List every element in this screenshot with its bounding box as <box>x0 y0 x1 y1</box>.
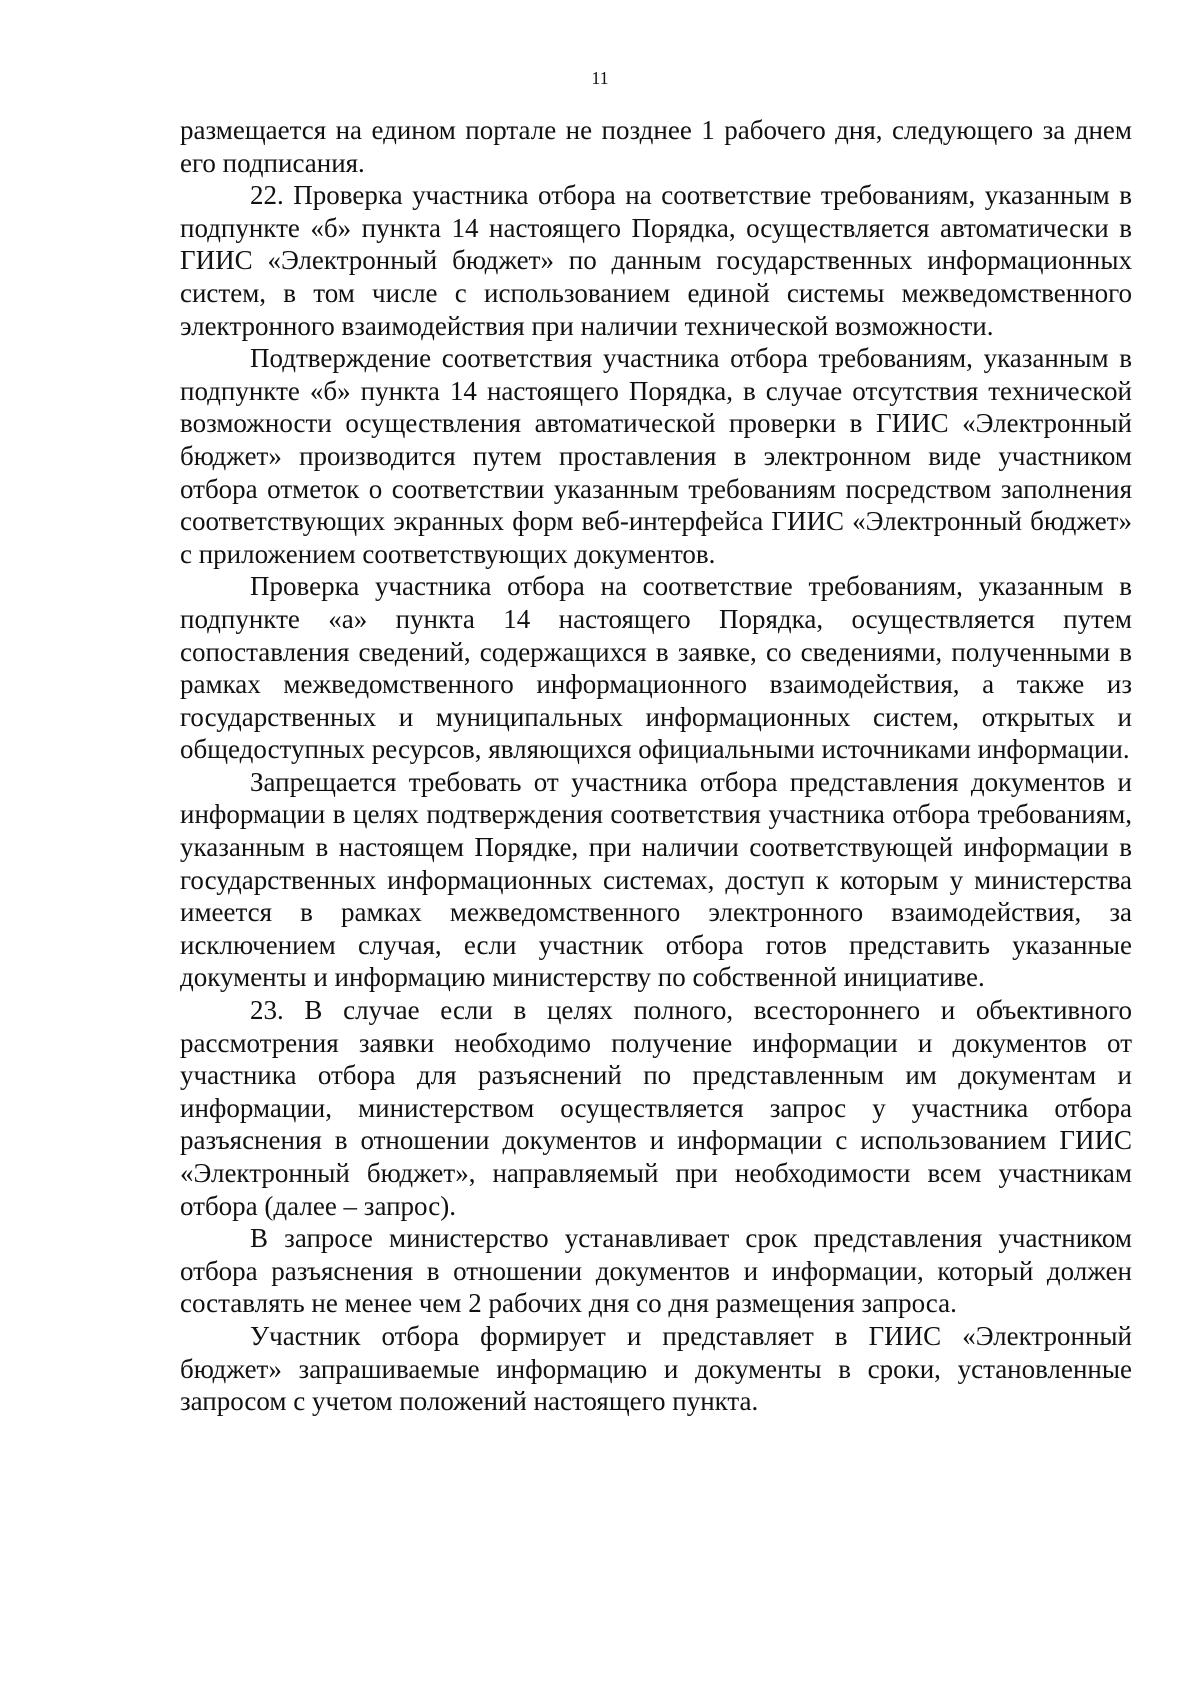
paragraph-item-23: 23. В случае если в целях полного, всестороннего и объективного рассмотрения заявки необходимо получение информации и документов от участника отбора для разъяснений по представленным им документам и информации, министерством осуществляется запрос у участника отбора разъяснения в отношении документов и информации с использованием ГИИС «Электронный бюджет», направляемый при необходимости всем участникам отбора (далее – запрос). <box>180 995 1132 1221</box>
paragraph-prohibition: Запрещается требовать от участника отбора представления документов и информации в целях подтверждения соответствия участника отбора требованиям, указанным в настоящем Порядке, при наличии соответствующей информации в государственных информационных системах, доступ к которым у министерства имеется в рамках межведомственного электронного взаимодействия, за исключением случая, если участник отбора готов представить указанные документы и информацию министерству по собственной инициативе. <box>180 766 1132 993</box>
paragraph-continuation: размещается на едином портале не позднее 1 рабочего дня, следующего за днем его подписания. <box>180 115 1132 178</box>
paragraph-item-22: 22. Проверка участника отбора на соответствие требованиям, указанным в подпункте «б» пункта 14 настоящего Порядка, осуществляется автоматически в ГИИС «Электронный бюджет» по данным государственных информационных систем, в том числе с использованием единой системы межведомственного электронного взаимодействия при наличии технической возможности. <box>180 180 1132 341</box>
paragraph-confirmation: Подтверждение соответствия участника отбора требованиям, указанным в подпункте «б» пункта 14 настоящего Порядка, в случае отсутствия технической возможности осуществления автоматической проверки в ГИИС «Электронный бюджет» производится путем проставления в электронном виде участником отбора отметок о соответствии указанным требованиям посредством заполнения соответствующих экранных форм веб-интерфейса ГИИС «Электронный бюджет» с приложением соответствующих документов. <box>180 343 1132 569</box>
page-number: 11 <box>591 68 609 88</box>
paragraph-request-deadline: В запросе министерство устанавливает срок представления участником отбора разъяснения в отношении документов и информации, который должен составлять не менее чем 2 рабочих дня со дня размещения запроса. <box>180 1223 1132 1319</box>
paragraph-participant-response: Участник отбора формирует и представляет в ГИИС «Электронный бюджет» запрашиваемые информацию и документы в сроки, установленные запросом с учетом положений настоящего пункта. <box>180 1320 1132 1417</box>
document-body <box>180 114 1132 1418</box>
paragraph-verification: Проверка участника отбора на соответствие требованиям, указанным в подпункте «а» пункта 14 настоящего Порядка, осуществляется путем сопоставления сведений, содержащихся в заявке, со сведениями, полученными в рамках межведомственного информационного взаимодействия, а также из государственных и муниципальных информационных систем, открытых и общедоступных ресурсов, являющихся официальными источниками информации. <box>180 571 1132 765</box>
